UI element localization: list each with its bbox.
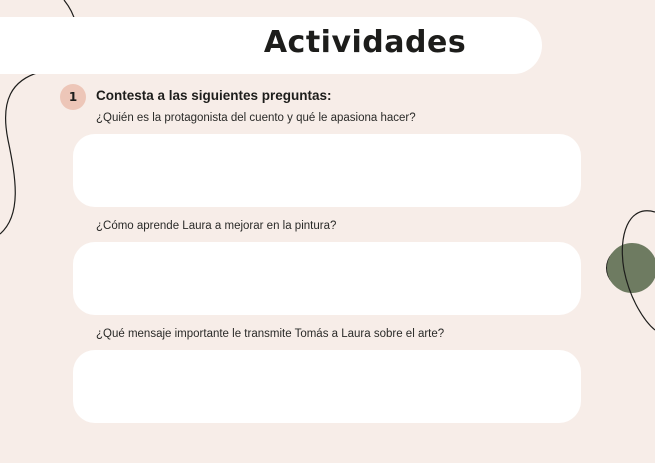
answer-2-box[interactable]	[73, 242, 581, 315]
section-instruction: Contesta a las siguientes preguntas:	[96, 88, 332, 103]
question-3-label: ¿Qué mensaje importante le transmite Tomás a Laura sobre el arte?	[96, 328, 445, 340]
answer-3-box[interactable]	[73, 350, 581, 423]
answer-1-box[interactable]	[73, 134, 581, 207]
question-2-label: ¿Cómo aprende Laura a mejorar en la pintura?	[96, 220, 337, 232]
green-circle	[607, 243, 655, 293]
page-title: Actividades	[263, 25, 467, 60]
section-number-badge: 1	[60, 84, 86, 110]
question-1-label: ¿Quién es la protagonista del cuento y qué le apasiona hacer?	[96, 112, 416, 124]
